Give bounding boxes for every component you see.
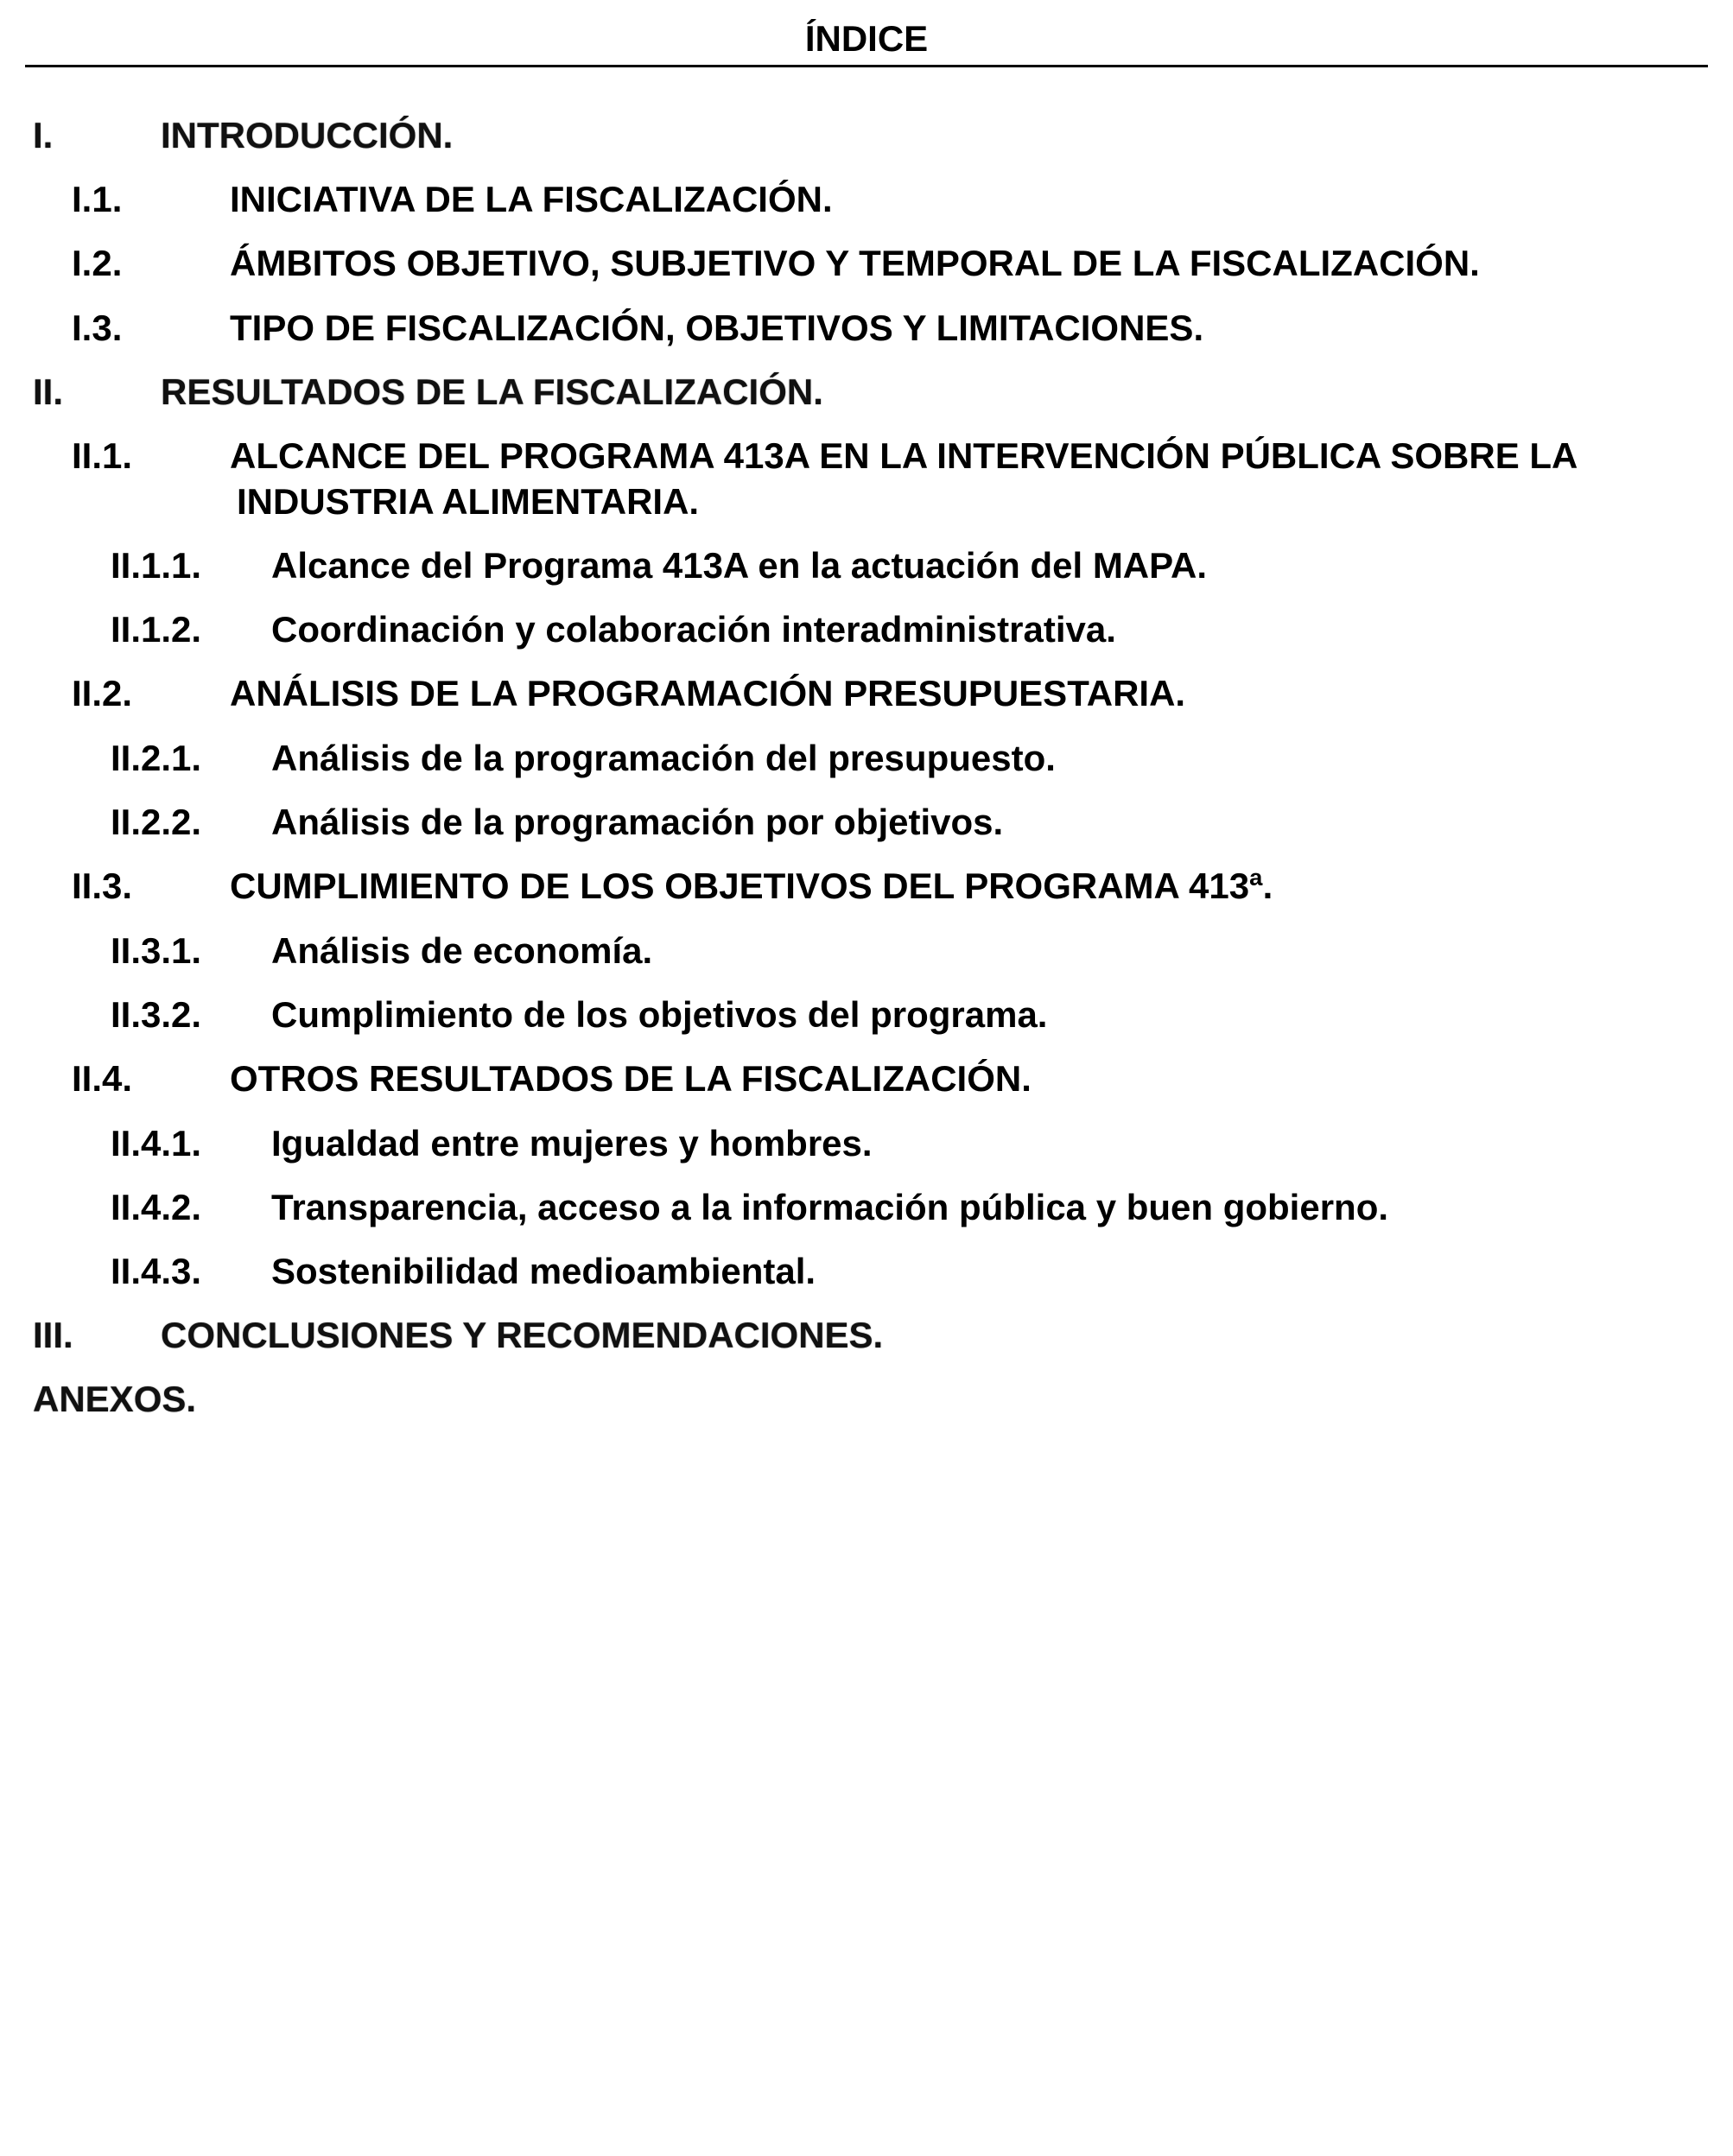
toc-text: INTRODUCCIÓN.: [161, 115, 454, 155]
toc-text: ÁMBITOS OBJETIVO, SUBJETIVO Y TEMPORAL DE LA FISCALIZACIÓN.: [230, 243, 1480, 283]
toc-number: III.: [33, 1315, 73, 1355]
toc-entry-annexes[interactable]: ANEXOS.: [33, 1379, 197, 1419]
toc-text: Coordinación y colaboración interadministrativa.: [271, 609, 1116, 650]
page-title: ÍNDICE: [804, 18, 929, 59]
toc-number: II.3.: [72, 866, 133, 906]
toc-text: Alcance del Programa 413A en la actuación del MAPA.: [271, 545, 1208, 586]
toc-number: II.4.2.: [111, 1187, 202, 1227]
toc-text: Cumplimiento de los objetivos del programa.: [271, 994, 1048, 1035]
toc-number: II.2.: [72, 673, 133, 713]
toc-number: I.2.: [72, 243, 123, 283]
toc-text: CONCLUSIONES Y RECOMENDACIONES.: [161, 1315, 884, 1355]
toc-number: II.1.1.: [111, 545, 202, 586]
toc-text: OTROS RESULTADOS DE LA FISCALIZACIÓN.: [230, 1058, 1032, 1099]
toc-text: RESULTADOS DE LA FISCALIZACIÓN.: [161, 371, 823, 412]
toc-number: II.2.1.: [111, 738, 202, 778]
toc-text: Análisis de la programación por objetivos.: [271, 802, 1004, 842]
toc-text: TIPO DE FISCALIZACIÓN, OBJETIVOS Y LIMITACIONES.: [230, 308, 1204, 348]
toc-text: ANÁLISIS DE LA PROGRAMACIÓN PRESUPUESTARIA.: [230, 673, 1186, 713]
toc-text: Transparencia, acceso a la información pública y buen gobierno.: [271, 1187, 1389, 1227]
toc-number: II.3.1.: [111, 930, 202, 971]
toc-number: II.1.2.: [111, 609, 202, 650]
toc-number: II.3.2.: [111, 994, 202, 1035]
toc-number: II.4.: [72, 1058, 133, 1099]
toc-text: CUMPLIMIENTO DE LOS OBJETIVOS DEL PROGRAMA 413ª.: [230, 866, 1273, 906]
toc-text: Análisis de la programación del presupuesto.: [271, 738, 1056, 778]
toc-number: II.: [33, 371, 64, 412]
toc-text: Igualdad entre mujeres y hombres.: [271, 1123, 873, 1164]
toc-number: I.1.: [72, 179, 123, 219]
toc-text-continuation: INDUSTRIA ALIMENTARIA.: [237, 481, 700, 522]
toc-number: I.: [33, 115, 54, 155]
toc-text: Sostenibilidad medioambiental.: [271, 1251, 816, 1291]
title-divider: [25, 65, 1708, 67]
toc-text: INICIATIVA DE LA FISCALIZACIÓN.: [230, 179, 833, 219]
toc-number: II.2.2.: [111, 802, 202, 842]
toc-number: II.1.: [72, 435, 133, 476]
toc-text: Análisis de economía.: [271, 930, 653, 971]
toc-number: II.4.3.: [111, 1251, 202, 1291]
toc-number: I.3.: [72, 308, 123, 348]
toc-number: II.4.1.: [111, 1123, 202, 1164]
toc-text: ALCANCE DEL PROGRAMA 413A EN LA INTERVENCIÓN PÚBLICA SOBRE LA: [230, 435, 1578, 476]
